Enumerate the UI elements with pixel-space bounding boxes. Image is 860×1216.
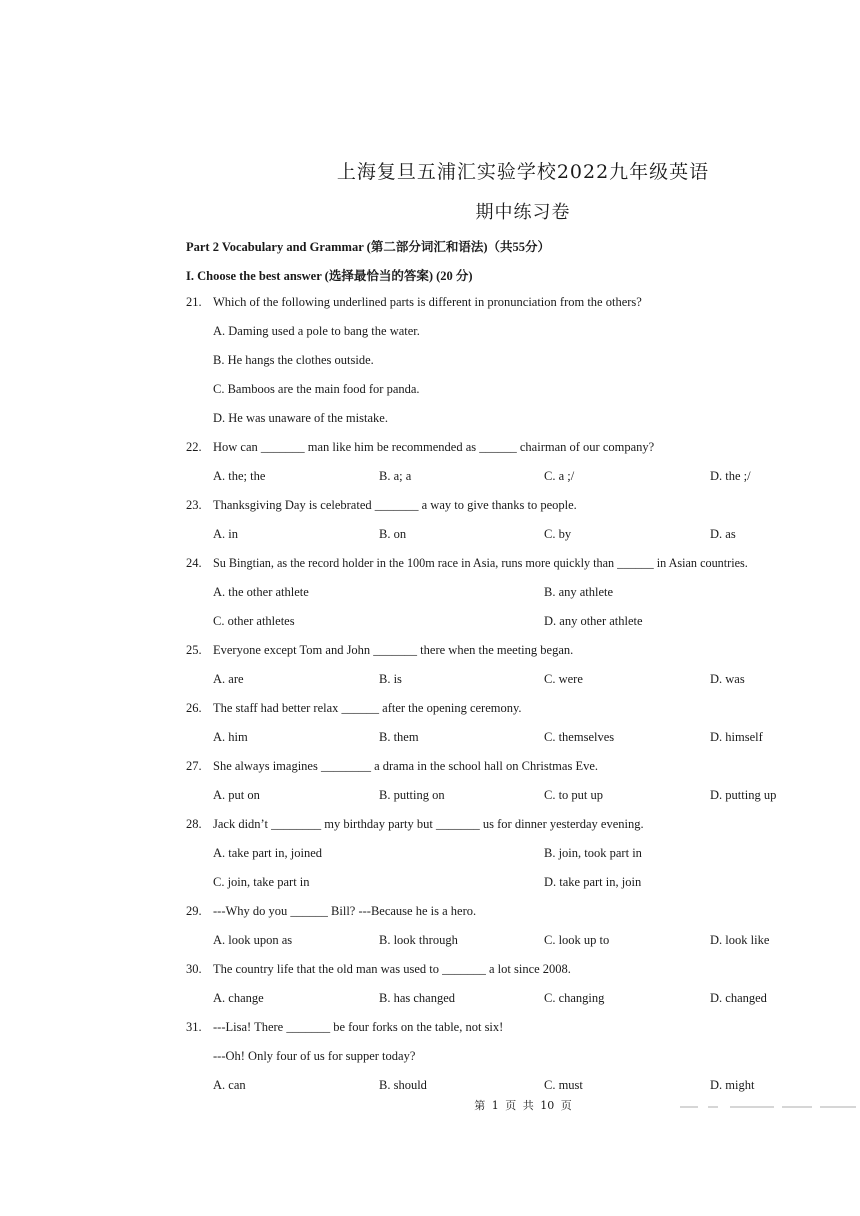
exam-title: 上海复旦五浦汇实验学校2022九年级英语: [336, 161, 710, 183]
option-b: B. join, took part in: [544, 846, 642, 860]
question-text: ---Lisa! There _______ be four forks on the table, not six!: [213, 1020, 504, 1034]
question-text: Which of the following underlined parts is different in pronunciation from the others?: [213, 295, 642, 309]
option-b: B. look through: [379, 933, 458, 947]
option-a: A. put on: [213, 788, 260, 802]
option-a: A. him: [213, 730, 248, 744]
question-number: 25.: [186, 643, 202, 657]
question-text: Su Bingtian, as the record holder in the 100m race in Asia, runs more quickly than ______ in Asian countries.: [213, 556, 748, 570]
question-text: Everyone except Tom and John _______ there when the meeting began.: [213, 643, 574, 657]
question-number: 27.: [186, 759, 202, 773]
option-c: C. Bamboos are the main food for panda.: [213, 382, 420, 396]
option-b: B. putting on: [379, 788, 445, 802]
option-d: D. the ;/: [710, 469, 751, 483]
part-heading: Part 2 Vocabulary and Grammar (第二部分词汇和语法)（共55分）: [186, 240, 550, 254]
option-a: A. Daming used a pole to bang the water.: [213, 324, 420, 338]
option-d: D. changed: [710, 991, 767, 1005]
question-text-line2: ---Oh! Only four of us for supper today?: [213, 1049, 416, 1063]
option-a: A. the other athlete: [213, 585, 309, 599]
option-c: C. were: [544, 672, 583, 686]
question-text: The staff had better relax ______ after the opening ceremony.: [213, 701, 522, 715]
question-number: 28.: [186, 817, 202, 831]
option-d: D. as: [710, 527, 736, 541]
question-text: The country life that the old man was used to _______ a lot since 2008.: [213, 962, 571, 976]
option-b: B. any athlete: [544, 585, 614, 599]
option-d: D. look like: [710, 933, 770, 947]
option-a: A. look upon as: [213, 933, 293, 947]
option-c: C. look up to: [544, 933, 610, 947]
option-b: B. on: [379, 527, 407, 541]
exam-subtitle: 期中练习卷: [475, 202, 571, 223]
option-d: D. take part in, join: [544, 875, 642, 889]
option-c: C. other athletes: [213, 614, 295, 628]
option-a: A. can: [213, 1078, 246, 1092]
option-b: B. a; a: [379, 469, 412, 483]
option-c: C. to put up: [544, 788, 604, 802]
question-text: Jack didn’t ________ my birthday party but _______ us for dinner yesterday evening.: [213, 817, 644, 831]
option-a: A. in: [213, 527, 238, 541]
question-text: She always imagines ________ a drama in the school hall on Christmas Eve.: [213, 759, 598, 773]
option-b: B. should: [379, 1078, 427, 1092]
option-c: C. a ;/: [544, 469, 575, 483]
option-a: A. the; the: [213, 469, 266, 483]
option-a: A. change: [213, 991, 264, 1005]
option-b: B. has changed: [379, 991, 456, 1005]
section-heading: I. Choose the best answer (选择最恰当的答案) (20 分): [186, 269, 473, 283]
option-c: C. must: [544, 1078, 583, 1092]
option-d: D. putting up: [710, 788, 777, 802]
question-number: 31.: [186, 1020, 202, 1034]
question-text: ---Why do you ______ Bill? ---Because he is a hero.: [213, 904, 477, 918]
page-footer: 第 1 页 共 10 页: [474, 1099, 572, 1112]
option-b: B. is: [379, 672, 402, 686]
question-number: 26.: [186, 701, 202, 715]
option-d: D. He was unaware of the mistake.: [213, 411, 388, 425]
question-number: 29.: [186, 904, 202, 918]
option-a: A. are: [213, 672, 244, 686]
question-text: How can _______ man like him be recommended as ______ chairman of our company?: [213, 440, 655, 454]
watermark-smudge: [680, 1106, 860, 1112]
option-c: C. join, take part in: [213, 875, 310, 889]
option-d: D. any other athlete: [544, 614, 643, 628]
option-d: D. might: [710, 1078, 755, 1092]
question-number: 22.: [186, 440, 202, 454]
question-text: Thanksgiving Day is celebrated _______ a way to give thanks to people.: [213, 498, 577, 512]
option-c: C. by: [544, 527, 572, 541]
option-c: C. themselves: [544, 730, 615, 744]
option-d: D. himself: [710, 730, 763, 744]
option-a: A. take part in, joined: [213, 846, 322, 860]
question-number: 30.: [186, 962, 202, 976]
option-d: D. was: [710, 672, 745, 686]
question-number: 24.: [186, 556, 202, 570]
question-number: 21.: [186, 295, 202, 309]
question-number: 23.: [186, 498, 202, 512]
option-b: B. them: [379, 730, 419, 744]
option-b: B. He hangs the clothes outside.: [213, 353, 374, 367]
option-c: C. changing: [544, 991, 605, 1005]
